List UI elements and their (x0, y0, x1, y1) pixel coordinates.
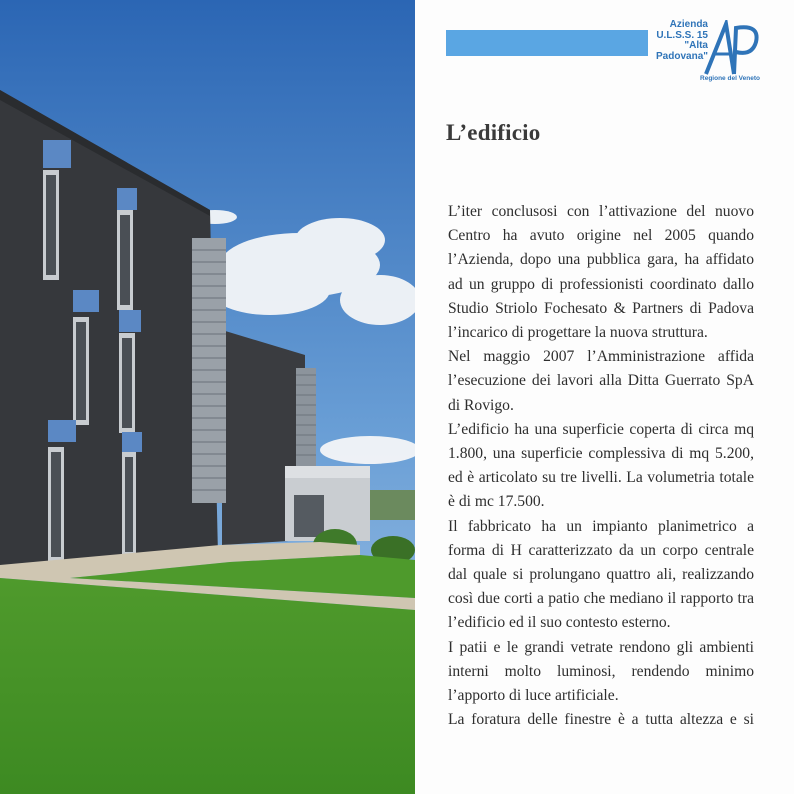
logo-line-ulss: U.L.S.S. 15 (656, 29, 708, 41)
paragraph: La foratura delle finestre è a tutta altezza e si (448, 711, 754, 729)
logo-line-padovana: Padovana" (656, 50, 708, 62)
paragraph: L’edificio ha una superficie coperta di circa mq 1.800, una superficie complessiva di mq 5.200, ed è articolato su tre livelli. La volumetria totale è di mc 17.500. (448, 420, 754, 511)
page-title: L’edificio (446, 120, 541, 145)
logo-line-azienda: Azienda (669, 19, 708, 30)
body-text (448, 200, 754, 732)
paragraph: L’iter conclusosi con l’attivazione del nuovo Centro ha avuto origine nel 2005 quando l’Azienda, dopo una pubblica gara, ha affidato ad un gruppo di professionisti coordinato dallo Studio Striolo Fochesato & Partners di Padova l’incarico di progettare la nuova struttura. (448, 203, 754, 342)
paragraph: I patii e le grandi vetrate rendono gli ambienti interni molto luminosi, rendendo minimo l’apporto di luce artificiale. (448, 638, 754, 705)
paragraph: Nel maggio 2007 l’Amministrazione affida l’esecuzione dei lavori alla Ditta Guerrato SpA di Rovigo. (448, 348, 754, 414)
paragraph: Il fabbricato ha un impianto planimetrico a forma di H caratterizzato da un corpo centrale dal quale si prolungano quattro ali, realizzando così due corti a patio che mediano il rapporto tra l’edificio ed il suo contesto esterno. (448, 517, 754, 632)
ulss-logo (610, 20, 770, 86)
ap-logo-mark-icon (698, 20, 762, 78)
logo-line-alta: "Alta (684, 40, 708, 51)
logo-region: Regione del Veneto (700, 75, 760, 82)
